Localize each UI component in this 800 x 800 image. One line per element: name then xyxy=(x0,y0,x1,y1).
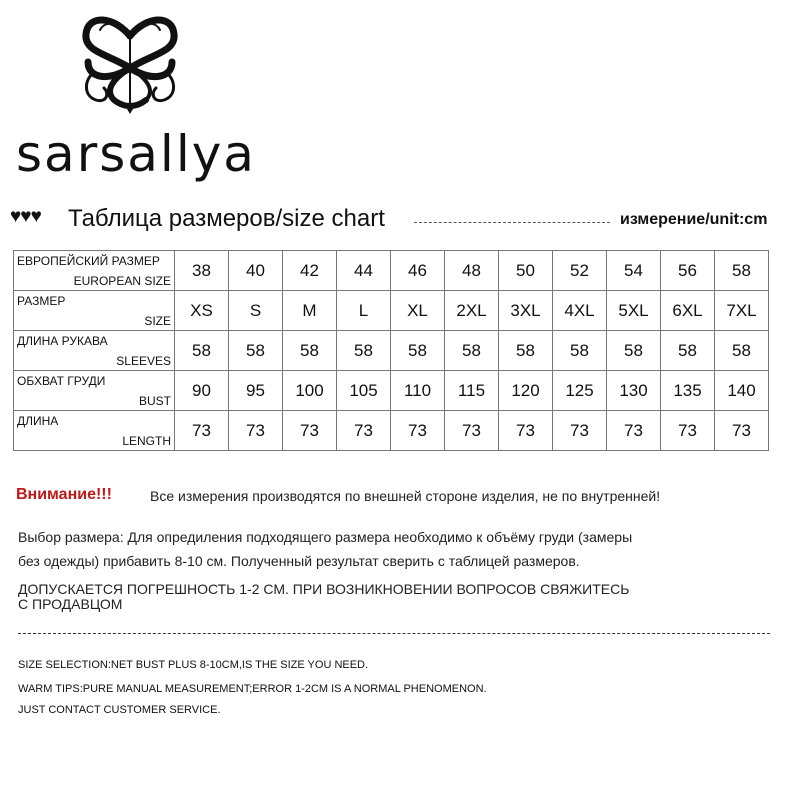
english-note: WARM TIPS:PURE MANUAL MEASUREMENT;ERROR 1-2CM IS A NORMAL PHENOMENON. xyxy=(18,683,487,695)
table-cell: 110 xyxy=(391,371,445,411)
brand-name: sarsallya xyxy=(16,125,256,183)
english-note: SIZE SELECTION:NET BUST PLUS 8-10CM,IS THE SIZE YOU NEED. xyxy=(18,659,369,671)
table-cell: 58 xyxy=(175,331,229,371)
tolerance-note xyxy=(18,582,738,612)
dashed-divider xyxy=(414,222,610,223)
table-row xyxy=(14,411,769,451)
table-cell: 58 xyxy=(553,331,607,371)
table-cell: 5XL xyxy=(607,291,661,331)
row-label-ru: ДЛИНА xyxy=(17,414,59,428)
row-header xyxy=(14,291,175,331)
table-cell: 115 xyxy=(445,371,499,411)
table-cell: 140 xyxy=(715,371,769,411)
table-cell: XS xyxy=(175,291,229,331)
table-cell: 73 xyxy=(499,411,553,451)
table-cell: 135 xyxy=(661,371,715,411)
dashed-separator xyxy=(18,633,770,634)
table-cell: 2XL xyxy=(445,291,499,331)
table-cell: 48 xyxy=(445,251,499,291)
table-cell: 50 xyxy=(499,251,553,291)
table-cell: 46 xyxy=(391,251,445,291)
table-cell: 73 xyxy=(661,411,715,451)
table-cell: 73 xyxy=(175,411,229,451)
table-cell: 73 xyxy=(391,411,445,451)
table-cell: 54 xyxy=(607,251,661,291)
table-cell: L xyxy=(337,291,391,331)
table-cell: 38 xyxy=(175,251,229,291)
size-table xyxy=(13,250,769,451)
table-cell: S xyxy=(229,291,283,331)
table-cell: 73 xyxy=(553,411,607,451)
table-cell: 56 xyxy=(661,251,715,291)
tolerance-line: С ПРОДАВЦОМ xyxy=(18,596,123,612)
table-cell: 73 xyxy=(607,411,661,451)
table-row xyxy=(14,291,769,331)
table-cell: 105 xyxy=(337,371,391,411)
row-header xyxy=(14,331,175,371)
row-label-ru: РАЗМЕР xyxy=(17,294,66,308)
table-cell: 58 xyxy=(229,331,283,371)
row-header xyxy=(14,371,175,411)
row-label-en: EUROPEAN SIZE xyxy=(73,274,171,288)
row-label-en: SIZE xyxy=(144,314,171,328)
brand-logo-icon xyxy=(74,8,186,114)
tolerance-line: ДОПУСКАЕТСЯ ПОГРЕШНОСТЬ 1-2 СМ. ПРИ ВОЗНИКНОВЕНИИ ВОПРОСОВ СВЯЖИТЕСЬ xyxy=(18,581,630,597)
size-choice-line: без одежды) прибавить 8-10 см. Полученный результат сверить с таблицей размеров. xyxy=(18,553,580,569)
table-cell: 58 xyxy=(607,331,661,371)
table-cell: 6XL xyxy=(661,291,715,331)
row-header xyxy=(14,251,175,291)
warning-title: Внимание!!! xyxy=(16,486,112,503)
table-cell: 58 xyxy=(445,331,499,371)
table-cell: 3XL xyxy=(499,291,553,331)
size-chart-title: Таблица размеров/size chart xyxy=(68,205,385,232)
table-cell: 7XL xyxy=(715,291,769,331)
table-cell: 58 xyxy=(391,331,445,371)
row-label-ru: ОБХВАТ ГРУДИ xyxy=(17,374,106,388)
row-label-en: SLEEVES xyxy=(116,354,171,368)
table-cell: M xyxy=(283,291,337,331)
table-cell: 58 xyxy=(661,331,715,371)
row-header xyxy=(14,411,175,451)
unit-label: измерение/unit:cm xyxy=(620,211,768,228)
table-cell: 73 xyxy=(445,411,499,451)
table-cell: 58 xyxy=(337,331,391,371)
table-cell: 58 xyxy=(499,331,553,371)
table-cell: 95 xyxy=(229,371,283,411)
row-label-ru: ДЛИНА РУКАВА xyxy=(17,334,108,348)
size-choice-note xyxy=(18,525,718,573)
table-cell: 73 xyxy=(337,411,391,451)
table-cell: 73 xyxy=(229,411,283,451)
table-cell: 40 xyxy=(229,251,283,291)
table-cell: 58 xyxy=(715,251,769,291)
table-cell: 44 xyxy=(337,251,391,291)
row-label-en: BUST xyxy=(138,394,171,408)
table-row xyxy=(14,251,769,291)
table-row xyxy=(14,331,769,371)
table-cell: 90 xyxy=(175,371,229,411)
row-label-en: LENGTH xyxy=(122,434,171,448)
row-label-ru: ЕВРОПЕЙСКИЙ РАЗМЕР xyxy=(17,254,160,268)
size-choice-line: Выбор размера: Для опредиления подходящего размера необходимо к объёму груди (замеры xyxy=(18,529,633,545)
table-cell: 58 xyxy=(283,331,337,371)
table-cell: 52 xyxy=(553,251,607,291)
table-cell: 73 xyxy=(715,411,769,451)
hearts-icon: ♥♥♥ xyxy=(10,206,41,227)
english-note: JUST CONTACT CUSTOMER SERVICE. xyxy=(18,704,221,716)
table-cell: 73 xyxy=(283,411,337,451)
table-cell: XL xyxy=(391,291,445,331)
table-cell: 42 xyxy=(283,251,337,291)
table-cell: 125 xyxy=(553,371,607,411)
table-cell: 58 xyxy=(715,331,769,371)
table-cell: 120 xyxy=(499,371,553,411)
table-row xyxy=(14,371,769,411)
table-cell: 100 xyxy=(283,371,337,411)
table-cell: 4XL xyxy=(553,291,607,331)
warning-text: Все измерения производятся по внешней стороне изделия, не по внутренней! xyxy=(150,488,661,504)
size-chart-heading xyxy=(10,205,790,235)
table-cell: 130 xyxy=(607,371,661,411)
